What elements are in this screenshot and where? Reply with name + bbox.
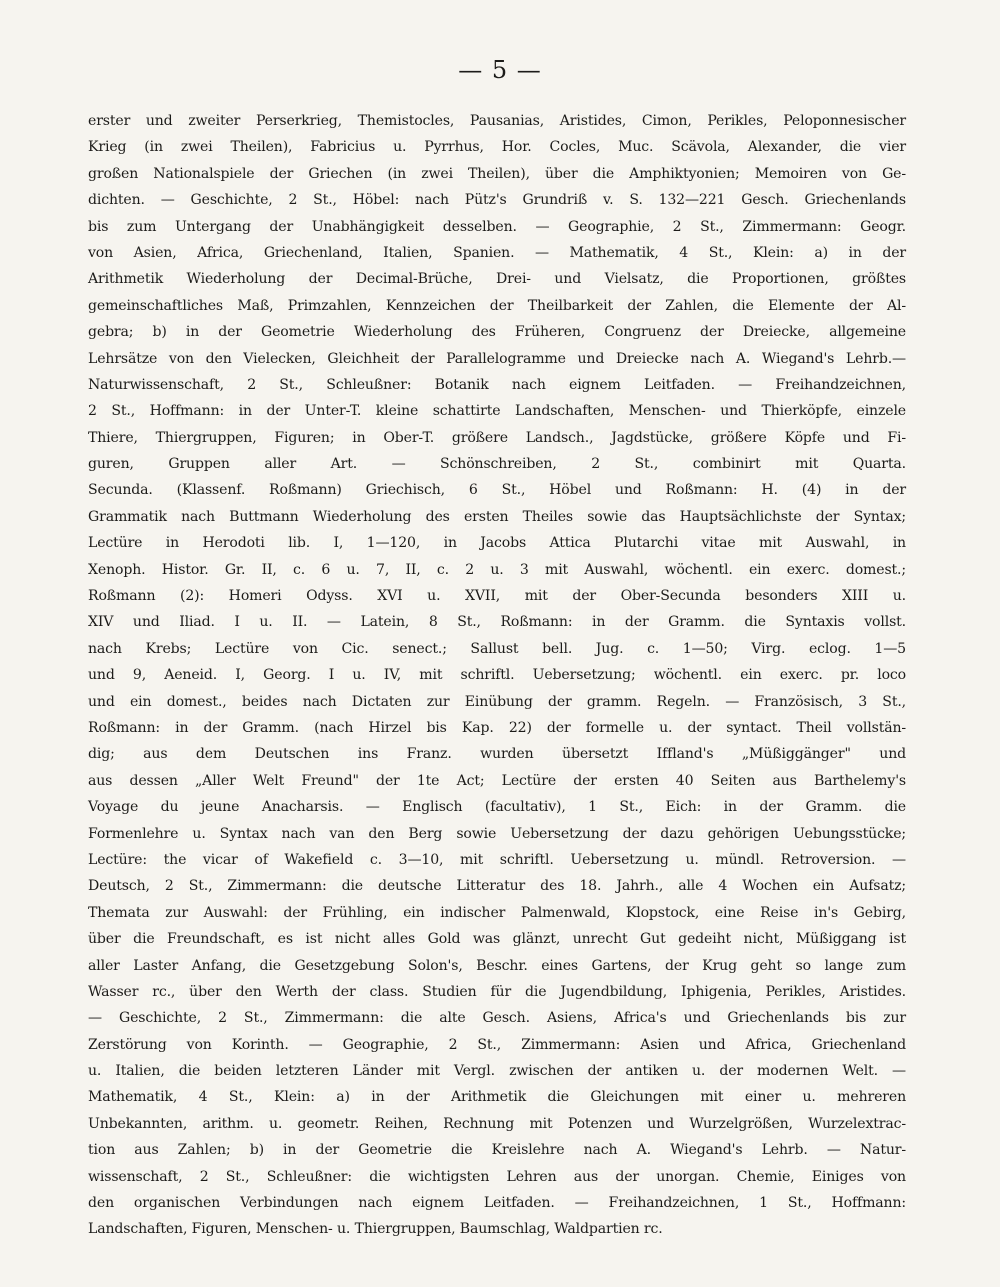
text-line: Roßmann: in der Gramm. (nach Hirzel bis Kap. 22) der formelle u. der syntact. Theil vollstän- (88, 719, 906, 736)
text-line: Landschaften, Figuren, Menschen- u. Thiergruppen, Baumschlag, Waldpartien rc. (88, 1221, 663, 1238)
text-line: nach Krebs; Lectüre von Cic. senect.; Sallust bell. Jug. c. 1—50; Virg. eclog. 1—5 (88, 640, 906, 657)
text-line: Arithmetik Wiederholung der Decimal-Brüche, Drei- und Vielsatz, die Proportionen, größtes (88, 271, 906, 288)
text-line: Thiere, Thiergruppen, Figuren; in Ober-T. größere Landsch., Jagdstücke, größere Köpfe und Fi- (88, 429, 906, 446)
text-line: aller Laster Anfang, die Gesetzgebung Solon's, Beschr. eines Gartens, der Krug geht so lange zum (88, 957, 906, 974)
text-line: — Geschichte, 2 St., Zimmermann: die alte Gesch. Asiens, Africa's und Griechenlands bis zur (88, 1010, 906, 1027)
text-line: Themata zur Auswahl: der Frühling, ein indischer Palmenwald, Klopstock, eine Reise in's Gebirg, (88, 904, 906, 921)
text-line: Zerstörung von Korinth. — Geographie, 2 St., Zimmermann: Asien und Africa, Griechenland (88, 1036, 906, 1053)
text-line: und 9, Aeneid. I, Georg. I u. IV, mit schriftl. Uebersetzung; wöchentl. ein exerc. pr. loco (88, 667, 906, 684)
text-line: gemeinschaftliches Maß, Primzahlen, Kennzeichen der Theilbarkeit der Zahlen, die Elemente der Al- (88, 297, 906, 314)
text-line: Lectüre in Herodoti lib. I, 1—120, in Jacobs Attica Plutarchi vitae mit Auswahl, in (88, 535, 906, 552)
text-line: Lehrsätze von den Vielecken, Gleichheit der Parallelogramme und Dreiecke nach A. Wiegand's Lehrb.— (88, 350, 906, 367)
text-line: Lectüre: the vicar of Wakefield c. 3—10, mit schriftl. Uebersetzung u. mündl. Retroversion. — (88, 851, 906, 868)
text-line: Grammatik nach Buttmann Wiederholung des ersten Theiles sowie das Hauptsächlichste der Syntax; (88, 508, 906, 525)
page-number: — 5 — (458, 56, 542, 84)
text-line: und ein domest., beides nach Dictaten zur Einübung der gramm. Regeln. — Französisch, 3 St., (88, 693, 906, 710)
text-line: wissenschaft, 2 St., Schleußner: die wichtigsten Lehren aus der unorgan. Chemie, Einiges von (88, 1168, 906, 1185)
text-line: den organischen Verbindungen nach eignem Leitfaden. — Freihandzeichnen, 1 St., Hoffmann: (88, 1195, 906, 1212)
text-line: aus dessen „Aller Welt Freund" der 1te Act; Lectüre der ersten 40 Seiten aus Barthelemy's (88, 772, 906, 789)
text-line: 2 St., Hoffmann: in der Unter-T. kleine schattirte Landschaften, Menschen- und Thierköpfe, einzele (88, 403, 906, 420)
text-line: Formenlehre u. Syntax nach van den Berg sowie Uebersetzung der dazu gehörigen Uebungsstücke; (88, 825, 906, 842)
text-line: erster und zweiter Perserkrieg, Themistocles, Pausanias, Aristides, Cimon, Perikles, Peloponnesischer (88, 113, 906, 129)
text-line: Deutsch, 2 St., Zimmermann: die deutsche Litteratur des 18. Jahrh., alle 4 Wochen ein Aufsatz; (88, 878, 906, 895)
text-line: tion aus Zahlen; b) in der Geometrie die Kreislehre nach A. Wiegand's Lehrb. — Natur- (88, 1142, 906, 1159)
text-line: von Asien, Africa, Griechenland, Italien, Spanien. — Mathematik, 4 St., Klein: a) in der (88, 244, 906, 261)
text-line: gebra; b) in der Geometrie Wiederholung des Früheren, Congruenz der Dreiecke, allgemeine (88, 324, 906, 341)
text-line: Roßmann (2): Homeri Odyss. XVI u. XVII, mit der Ober-Secunda besonders XIII u. (88, 588, 906, 605)
text-line: XIV und Iliad. I u. II. — Latein, 8 St., Roßmann: in der Gramm. die Syntaxis vollst. (88, 614, 906, 631)
text-line: u. Italien, die beiden letzteren Länder mit Vergl. zwischen der antiken u. der modernen Welt. — (88, 1063, 906, 1080)
text-line: Voyage du jeune Anacharsis. — Englisch (facultativ), 1 St., Eich: in der Gramm. die (88, 799, 906, 816)
text-line: Xenoph. Histor. Gr. II, c. 6 u. 7, II, c. 2 u. 3 mit Auswahl, wöchentl. ein exerc. domest.; (88, 561, 906, 578)
text-line: großen Nationalspiele der Griechen (in zwei Theilen), über die Amphiktyonien; Memoiren von Ge- (88, 165, 906, 182)
text-line: guren, Gruppen aller Art. — Schönschreiben, 2 St., combinirt mit Quarta. (88, 456, 906, 473)
text-line: Unbekannten, arithm. u. geometr. Reihen, Rechnung mit Potenzen und Wurzelgrößen, Wurzelextrac- (88, 1115, 906, 1132)
text-line: über die Freundschaft, es ist nicht alles Gold was glänzt, unrecht Gut gedeiht nicht, Müßiggang ist (88, 931, 906, 948)
text-line: bis zum Untergang der Unabhängigkeit desselben. — Geographie, 2 St., Zimmermann: Geogr. (88, 218, 906, 235)
text-line: Wasser rc., über den Werth der class. Studien für die Jugendbildung, Iphigenia, Perikles, Aristides. (88, 983, 906, 1000)
text-line: dig; aus dem Deutschen ins Franz. wurden übersetzt Iffland's „Müßiggänger" und (88, 746, 906, 763)
text-line: Krieg (in zwei Theilen), Fabricius u. Pyrrhus, Hor. Cocles, Muc. Scävola, Alexander, die vier (88, 139, 906, 156)
text-line: dichten. — Geschichte, 2 St., Höbel: nach Pütz's Grundriß v. S. 132—221 Gesch. Griechenlands (88, 192, 906, 209)
body-text (88, 108, 906, 1243)
text-line: Secunda. (Klassenf. Roßmann) Griechisch, 6 St., Höbel und Roßmann: H. (4) in der (88, 482, 906, 499)
text-line: Mathematik, 4 St., Klein: a) in der Arithmetik die Gleichungen mit einer u. mehreren (88, 1089, 906, 1106)
text-line: Naturwissenschaft, 2 St., Schleußner: Botanik nach eignem Leitfaden. — Freihandzeichnen, (88, 376, 906, 393)
